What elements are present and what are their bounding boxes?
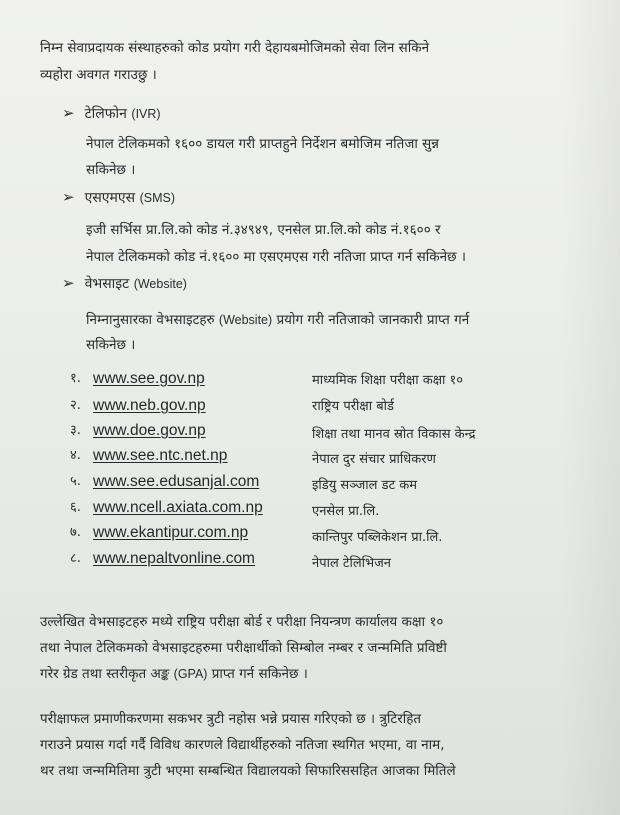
para2-line-3-a: गरेर ग्रेड तथा स्तरीकृत अङ्क bbox=[40, 666, 170, 682]
website-desc-3: शिक्षा तथा मानव स्रोत विकास केन्द्र bbox=[312, 427, 476, 442]
intro-line-2: व्यहोरा अवगत गराउछु । bbox=[40, 67, 157, 83]
page-shadow bbox=[560, 0, 620, 815]
arrow-bullet-icon: ➢ bbox=[62, 104, 75, 122]
para2-line-3 bbox=[40, 663, 308, 685]
service-ivr-line-2: सकिनेछ । bbox=[86, 162, 136, 178]
website-desc-6: एनसेल प्रा.लि. bbox=[312, 504, 380, 519]
para2-line-1: उल्लेखित वेभसाइटहरु मध्ये राष्ट्रिय परीक्षा बोर्ड र परीक्षा नियन्त्रण कार्यालय कक्षा १० bbox=[40, 614, 444, 630]
service-sms-line-1: इजी सर्भिस प्रा.लि.को कोड नं.३४९४९, एनसेल प्रा.लि.को कोड नं.१६०० र bbox=[86, 222, 441, 238]
service-ivr-label: टेलिफोन bbox=[84, 106, 127, 122]
website-number-5: ५. bbox=[70, 474, 81, 489]
website-link-8[interactable]: www.nepaltvonline.com bbox=[93, 550, 255, 567]
service-sms-label: एसएमएस bbox=[84, 190, 136, 206]
para3-line-1: परीक्षाफल प्रमाणीकरणमा सकभर त्रुटी नहोस भन्ने प्रयास गरिएको छ । त्रुटिरहित bbox=[40, 711, 422, 727]
service-ivr-label-en: (IVR) bbox=[131, 107, 161, 121]
website-desc-1: माध्यमिक शिक्षा परीक्षा कक्षा १० bbox=[312, 373, 464, 388]
service-website-label-en: (Website) bbox=[133, 277, 187, 291]
website-number-7: ७. bbox=[70, 525, 81, 540]
para3-line-2: गराउने प्रयास गर्दा गर्दै विविध कारणले विद्यार्थीहरुको नतिजा स्थगित भएमा, वा नाम, bbox=[40, 737, 445, 753]
website-number-2: २. bbox=[70, 398, 81, 413]
service-website-label: वेभसाइट bbox=[84, 276, 130, 292]
website-link-1[interactable]: www.see.gov.np bbox=[93, 370, 205, 387]
website-desc-5: इडियु सञ्जाल डट कम bbox=[312, 478, 418, 493]
para2-line-3-en: (GPA) bbox=[173, 667, 208, 681]
arrow-bullet-icon: ➢ bbox=[62, 188, 75, 206]
service-website-line-1-en: (Website) bbox=[218, 313, 273, 327]
website-link-7[interactable]: www.ekantipur.com.np bbox=[93, 524, 249, 541]
service-website-line-2: सकिनेछ । bbox=[86, 337, 136, 353]
website-desc-7: कान्तिपुर पब्लिकेशन प्रा.लि. bbox=[312, 530, 443, 545]
service-sms-line-2: नेपाल टेलिकमको कोड नं.१६०० मा एसएमएस गरी नतिजा प्राप्त गर्न सकिनेछ । bbox=[86, 249, 467, 265]
website-link-3[interactable]: www.doe.gov.np bbox=[93, 422, 206, 439]
para3-line-3: थर तथा जन्ममितिमा त्रुटी भएमा सम्बन्धित विद्यालयको सिफारिससहित आजका मितिले bbox=[40, 763, 456, 779]
website-desc-2: राष्ट्रिय परीक्षा बोर्ड bbox=[312, 399, 394, 414]
website-number-1: १. bbox=[70, 371, 81, 386]
website-number-8: ८. bbox=[70, 551, 81, 566]
service-ivr-heading bbox=[62, 102, 161, 125]
arrow-bullet-icon: ➢ bbox=[62, 274, 75, 292]
service-ivr-line-1: नेपाल टेलिकमको १६०० डायल गरी प्राप्तहुने निर्देशन बमोजिम नतिजा सुन्न bbox=[86, 136, 439, 152]
website-link-5[interactable]: www.see.edusanjal.com bbox=[93, 473, 260, 490]
website-link-2[interactable]: www.neb.gov.np bbox=[93, 397, 206, 414]
para2-line-2: तथा नेपाल टेलिकमको वेभसाइटहरुमा परीक्षार्थीको सिम्बोल नम्बर र जन्ममिति प्रविष्टी bbox=[40, 640, 447, 656]
website-number-3: ३. bbox=[70, 423, 81, 438]
intro-line-1: निम्न सेवाप्रदायक संस्थाहरुको कोड प्रयोग गरी देहायबमोजिमको सेवा लिन सकिने bbox=[40, 40, 430, 56]
website-desc-8: नेपाल टेलिभिजन bbox=[312, 556, 392, 571]
service-sms-heading bbox=[62, 186, 175, 209]
website-link-4[interactable]: www.see.ntc.net.np bbox=[93, 447, 228, 464]
service-website-heading bbox=[62, 272, 187, 295]
website-link-6[interactable]: www.ncell.axiata.com.np bbox=[93, 499, 263, 516]
website-desc-4: नेपाल दुर संचार प्राधिकरण bbox=[312, 452, 436, 467]
service-sms-label-en: (SMS) bbox=[139, 191, 175, 205]
website-number-4: ४. bbox=[70, 448, 81, 463]
para2-line-3-b: प्राप्त गर्न सकिनेछ । bbox=[211, 666, 308, 682]
service-website-line-1-b: प्रयोग गरी नतिजाको जानकारी प्राप्त गर्न bbox=[276, 312, 470, 328]
service-website-line-1 bbox=[86, 309, 469, 331]
service-website-line-1-a: निम्नानुसारका वेभसाइटहरु bbox=[86, 312, 215, 328]
website-number-6: ६. bbox=[70, 500, 81, 515]
